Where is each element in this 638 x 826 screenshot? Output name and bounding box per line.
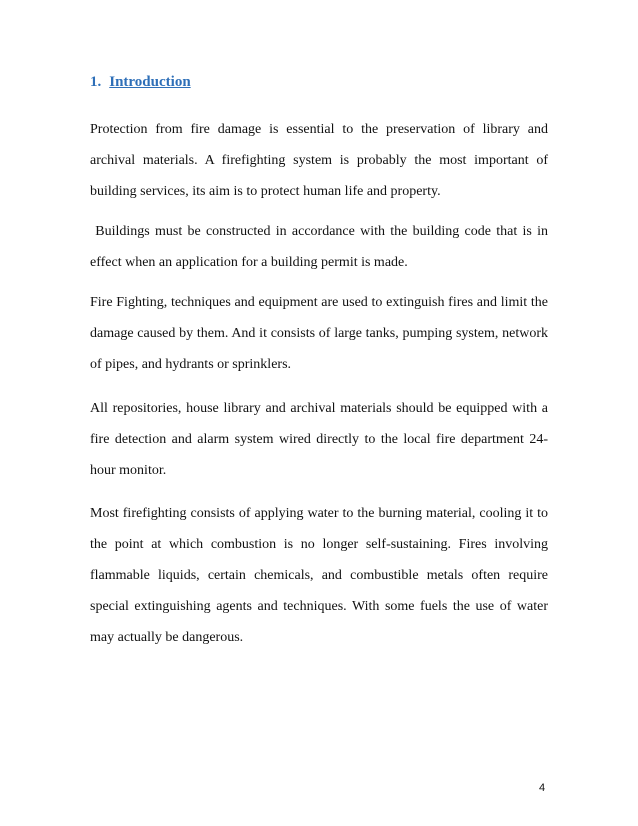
page-number: 4 (538, 782, 546, 794)
section-number: 1. (90, 74, 102, 90)
section-heading (90, 74, 191, 91)
paragraph-fire-protection: Protection from fire damage is essential to the preservation of library and archival materials. A firefighting system is probably the most important of building services, its aim is to protect human life and property. (90, 122, 548, 199)
paragraph-extinguishing: Most firefighting consists of applying water to the burning material, cooling it to the point at which combustion is no longer self-sustaining. Fires involving flammable liquids, certain chemicals, and combustible metals often require special extinguishing agents and techniques. With some fuels the use of water may actually be dangerous. (90, 506, 548, 645)
paragraph-alarm-system: All repositories, house library and archival materials should be equipped with a fire detection and alarm system wired directly to the local fire department 24-hour monitor. (90, 401, 548, 478)
section-title: Introduction (109, 74, 191, 90)
paragraph-fire-fighting: Fire Fighting, techniques and equipment are used to extinguish fires and limit the damage caused by them. And it consists of large tanks, pumping system, network of pipes, and hydrants or sprinklers. (90, 295, 548, 372)
paragraph-building-code: Buildings must be constructed in accordance with the building code that is in effect when an application for a building permit is made. (90, 224, 552, 270)
